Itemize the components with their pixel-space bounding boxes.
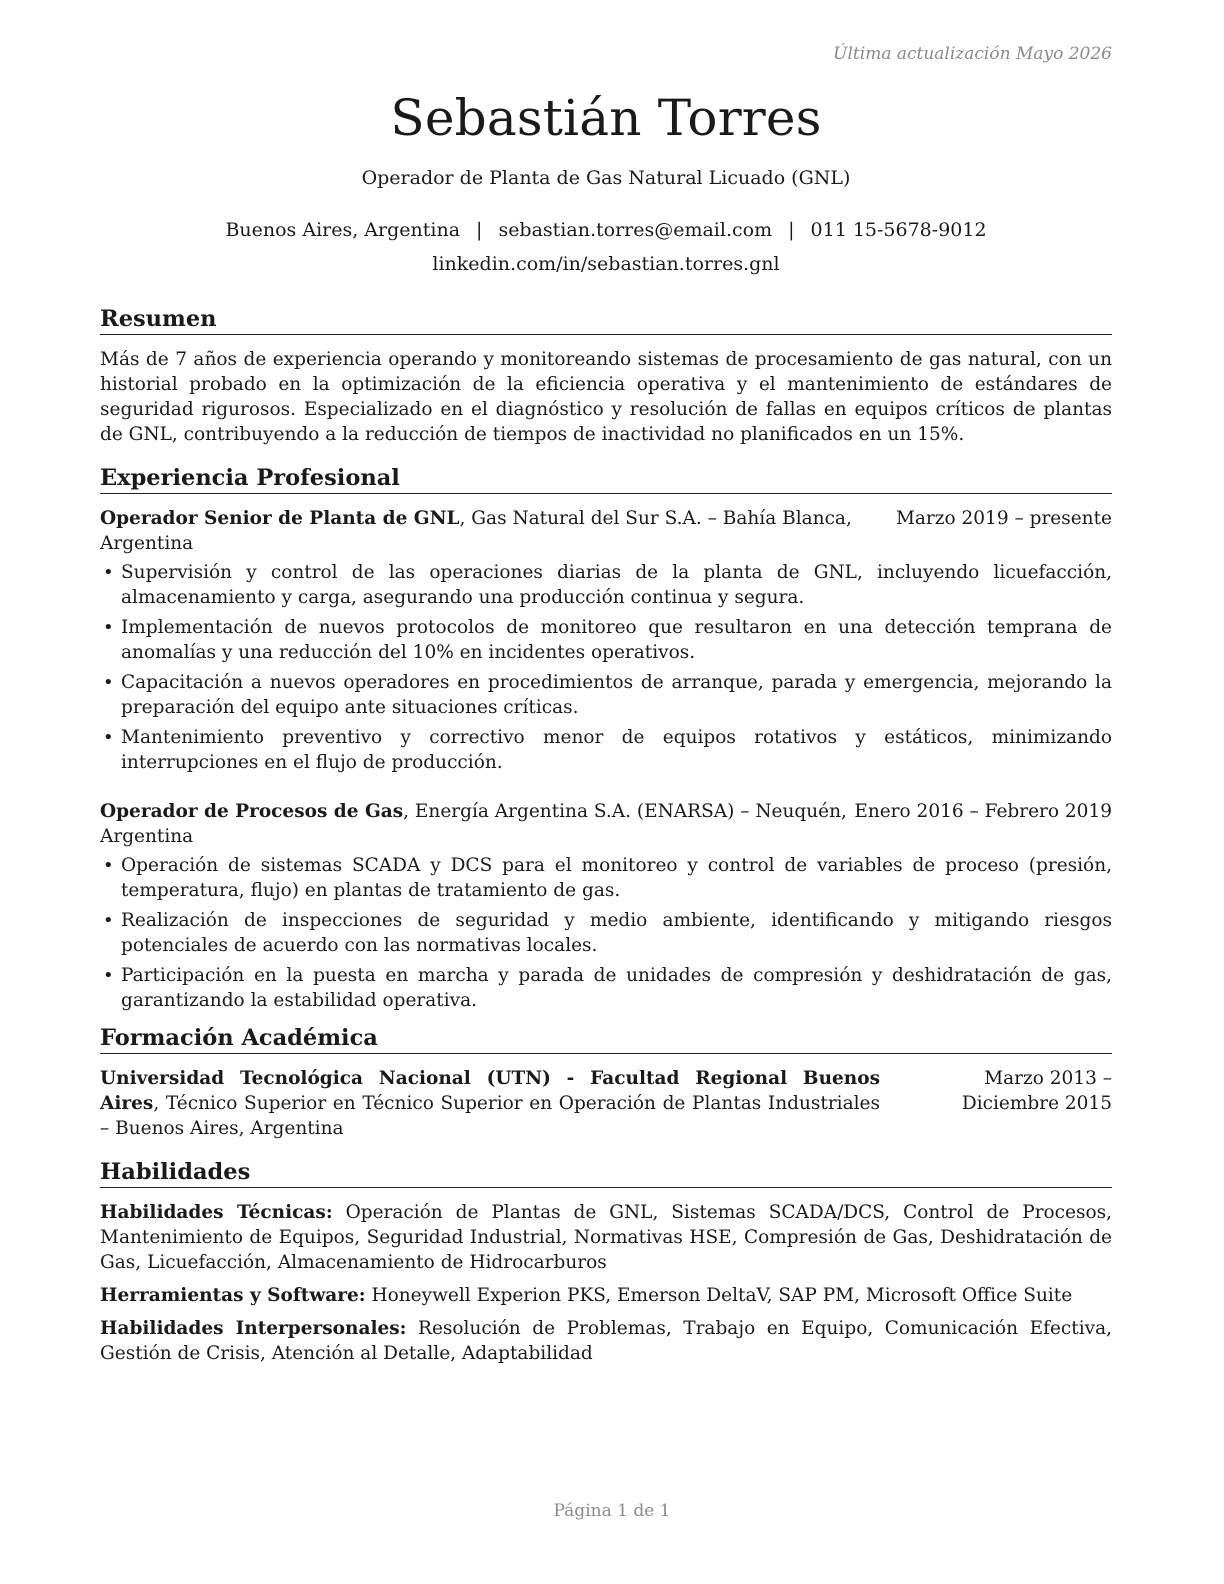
education-section (100, 1023, 1112, 1141)
page-number: Página 1 de 1 (553, 1501, 671, 1521)
skill-group-tools (100, 1283, 1112, 1308)
education-entry (100, 1066, 1112, 1141)
skill-list: Resolución de Problemas, Trabajo en Equipo, Comunicación Efectiva, Gestión de Crisis, Atención al Detalle, Adaptabilidad (100, 1318, 1112, 1364)
location: Buenos Aires, Argentina (225, 219, 461, 241)
job-header (100, 506, 1112, 556)
skill-label: Habilidades Interpersonales: (100, 1318, 407, 1339)
job-bullets (100, 560, 1112, 775)
list-item: • Participación en la puesta en marcha y parada de unidades de compresión y deshidratación de gas, garantizando la estabilidad operativa. (100, 963, 1112, 1013)
job-company: , Gas Natural del Sur S.A. – Bahía Blanca, Argentina (100, 508, 852, 554)
job-dates: Marzo 2019 – presente (895, 508, 1112, 529)
job-role: Operador de Procesos de Gas (100, 801, 404, 822)
skill-label: Habilidades Técnicas: (100, 1202, 333, 1223)
skill-group-technical (100, 1200, 1112, 1275)
resume-body (100, 304, 1112, 1376)
section-title: Experiencia Profesional (100, 463, 1112, 494)
skill-label: Herramientas y Software: (100, 1285, 366, 1306)
job-dates: Enero 2016 – Febrero 2019 (854, 801, 1112, 822)
email-link[interactable]: sebastian.torres@email.com (498, 219, 773, 241)
skill-group-interpersonal (100, 1316, 1112, 1366)
section-title: Resumen (100, 304, 1112, 335)
list-item: • Mantenimiento preventivo y correctivo menor de equipos rotativos y estáticos, minimizando interrupciones en el flujo de producción. (100, 725, 1112, 775)
job-title: Operador de Planta de Gas Natural Licuado (GNL) (361, 167, 851, 189)
skill-list: Honeywell Experion PKS, Emerson DeltaV, SAP PM, Microsoft Office Suite (365, 1285, 1073, 1306)
skills-section (100, 1157, 1112, 1366)
education-degree: , Técnico Superior en Técnico Superior en Operación de Plantas Industriales – Buenos Aires, Argentina (100, 1093, 880, 1139)
phone[interactable]: 011 15-5678-9012 (810, 219, 987, 241)
experience-section (100, 463, 1112, 1013)
education-institution: Universidad Tecnológica Nacional (UTN) - Facultad Regional Buenos Aires (100, 1068, 880, 1114)
summary-section (100, 304, 1112, 447)
job-header (100, 799, 1112, 849)
list-item: • Implementación de nuevos protocolos de monitoreo que resultaron en una detección temprana de anomalías y una reducción del 10% en incidentes operativos. (100, 615, 1112, 665)
section-title: Formación Académica (100, 1023, 1112, 1054)
last-updated: Última actualización Mayo 2026 (833, 44, 1112, 64)
list-item: • Capacitación a nuevos operadores en procedimientos de arranque, parada y emergencia, mejorando la preparación del equipo ante situaciones críticas. (100, 670, 1112, 720)
job-bullets (100, 853, 1112, 1013)
job-entry (100, 506, 1112, 775)
section-title: Habilidades (100, 1157, 1112, 1188)
summary-text: Más de 7 años de experiencia operando y monitoreando sistemas de procesamiento de gas natural, con un historial probado en la optimización de la eficiencia operativa y el mantenimiento de estándares de seguridad rigurosos. Especializado en el diagnóstico y resolución de fallas en equipos críticos de plantas de GNL, contribuyendo a la reducción de tiempos de inactividad no planificados en un 15%. (100, 349, 1112, 445)
list-item: • Realización de inspecciones de seguridad y medio ambiente, identificando y mitigando riesgos potenciales de acuerdo con las normativas locales. (100, 908, 1112, 958)
job-entry (100, 799, 1112, 1013)
separator: | (476, 219, 483, 241)
list-item: • Operación de sistemas SCADA y DCS para el monitoreo y control de variables de proceso (presión, temperatura, flujo) en plantas de tratamiento de gas. (100, 853, 1112, 903)
candidate-name: Sebastián Torres (390, 89, 822, 147)
resume-header (100, 88, 1112, 276)
contact-line (100, 218, 1112, 242)
skill-list: Operación de Plantas de GNL, Sistemas SCADA/DCS, Control de Procesos, Mantenimiento de Equipos, Seguridad Industrial, Normativas HSE, Compresión de Gas, Deshidratación de Gas, Licuefacción, Almacenamiento de Hidrocarburos (100, 1202, 1112, 1273)
education-dates: Marzo 2013 – Diciembre 2015 (961, 1068, 1112, 1114)
separator: | (788, 219, 795, 241)
list-item: • Supervisión y control de las operaciones diarias de la planta de GNL, incluyendo licuefacción, almacenamiento y carga, asegurando una producción continua y segura. (100, 560, 1112, 610)
job-role: Operador Senior de Planta de GNL (100, 508, 460, 529)
job-company: , Energía Argentina S.A. (ENARSA) – Neuquén, Argentina (100, 801, 847, 847)
linkedin-link[interactable]: linkedin.com/in/sebastian.torres.gnl (432, 253, 780, 275)
